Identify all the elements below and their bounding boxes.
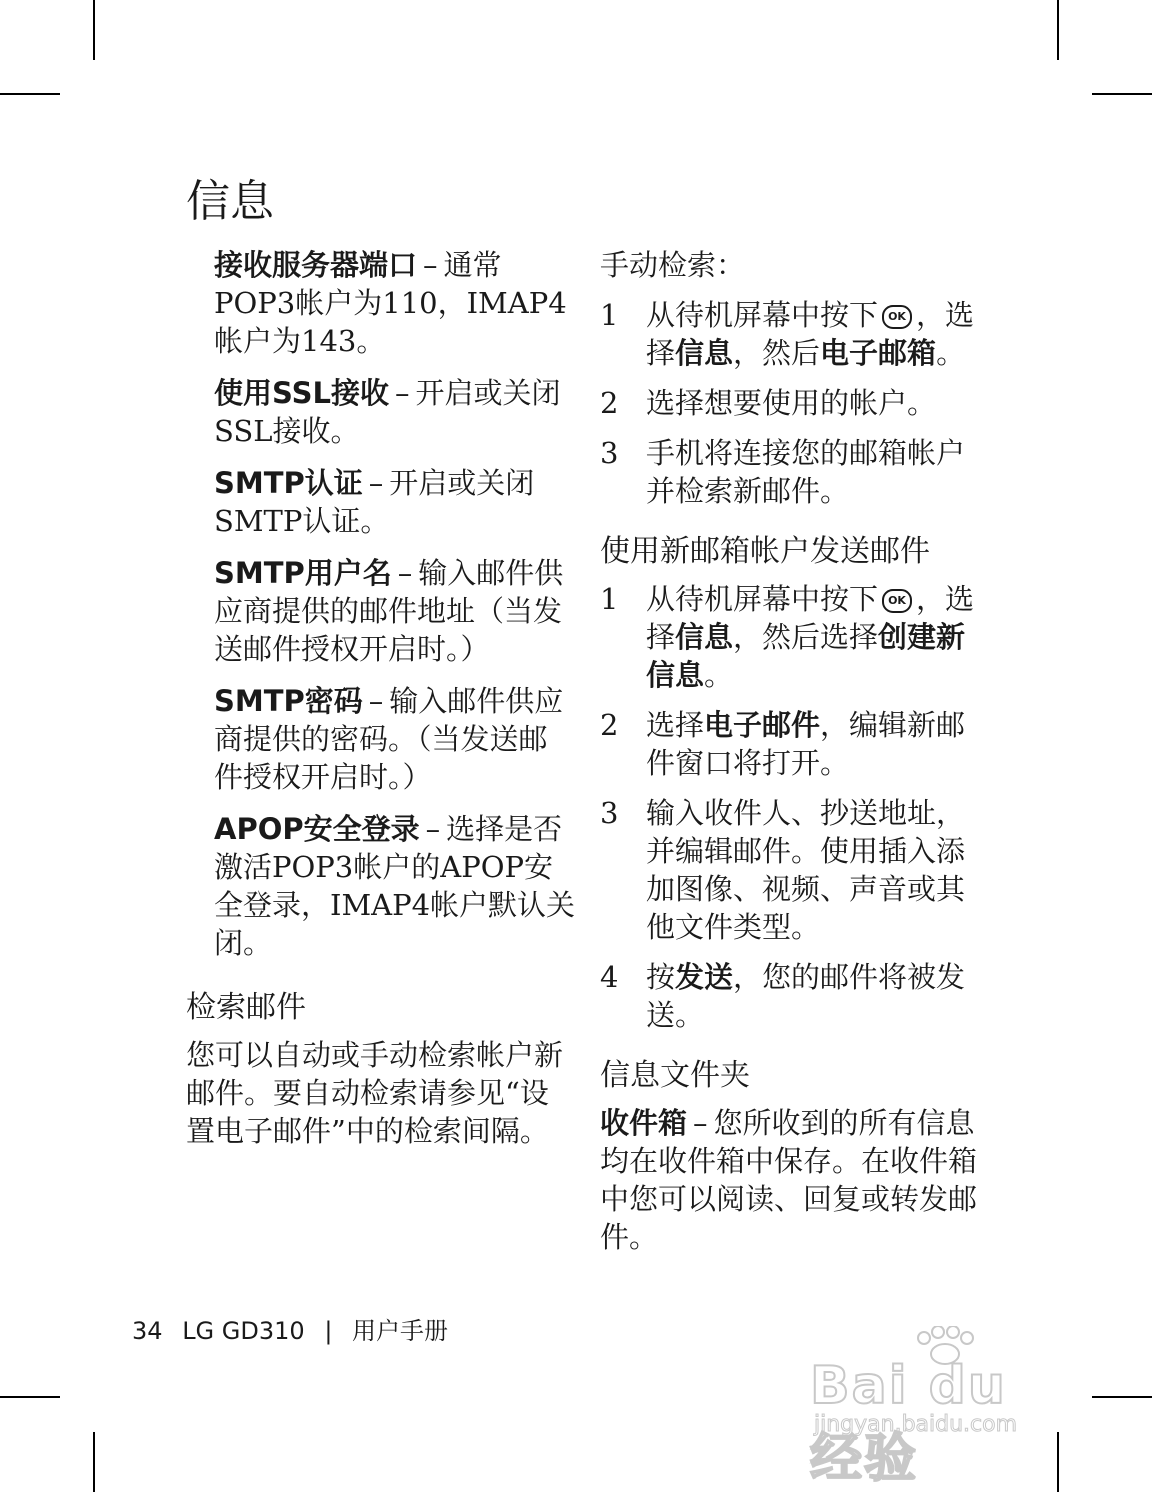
step-text-part: ，您的邮件将被发送。 bbox=[646, 960, 966, 1032]
step-number: 4 bbox=[600, 960, 619, 994]
setting-desc: 通常 bbox=[443, 248, 502, 282]
step-text bbox=[646, 958, 990, 1034]
step-item bbox=[600, 580, 990, 694]
dash: – bbox=[425, 812, 441, 846]
setting-term: APOP安全登录 bbox=[214, 812, 420, 846]
menu-term: 信息 bbox=[675, 336, 734, 370]
dash: – bbox=[394, 376, 410, 410]
step-text bbox=[646, 296, 990, 372]
dash: – bbox=[368, 684, 384, 718]
setting-desc: POP3帐户为110，IMAP4帐户为143。 bbox=[214, 286, 567, 358]
menu-term: 电子邮件 bbox=[704, 708, 821, 742]
folder-desc: 您所收到的所有信息均在收件箱中保存。在收件箱中您可以阅读、回复或转发邮件。 bbox=[600, 1106, 978, 1254]
dash: – bbox=[423, 248, 438, 282]
setting-item bbox=[214, 374, 576, 450]
setting-item bbox=[214, 554, 576, 668]
manual-name: 用户手册 bbox=[352, 1317, 449, 1345]
watermark-logo: Bai du 经验 bbox=[810, 1356, 1007, 1489]
setting-desc: 否激活POP3帐户的APOP安全登录，IMAP4帐户默认关闭。 bbox=[214, 812, 576, 960]
step-text: 输入收件人、抄送地址，并编辑邮件。使用插入添加图像、视频、声音或其他文件类型。 bbox=[646, 796, 966, 944]
setting-desc: SSL接收。 bbox=[214, 414, 360, 448]
crop-mark bbox=[0, 93, 60, 95]
dash: – bbox=[397, 556, 413, 590]
step-text: 选择想要使用的帐户。 bbox=[646, 386, 937, 420]
send-steps bbox=[600, 580, 990, 1034]
manual-steps bbox=[600, 296, 990, 510]
setting-term: SMTP认证 bbox=[214, 466, 363, 500]
step-number: 2 bbox=[600, 386, 619, 420]
baidu-watermark bbox=[810, 1326, 1080, 1489]
setting-item bbox=[214, 464, 576, 540]
step-text-part: 从待机屏幕中按下 bbox=[646, 582, 879, 616]
setting-desc: 应商提供的邮件地址（当发送邮件授权开启时。） bbox=[214, 594, 563, 666]
setting-term: 接收服务器端口 bbox=[214, 248, 418, 282]
step-text-part: 从待机屏幕中按下 bbox=[646, 298, 879, 332]
setting-item bbox=[214, 246, 576, 360]
setting-term: 使用SSL接收 bbox=[214, 376, 389, 410]
step-text-part: 按 bbox=[646, 960, 676, 994]
folder-term: 收件箱 bbox=[600, 1106, 688, 1140]
step-text-part: ，然后选择 bbox=[733, 620, 879, 654]
section-heading-send: 使用新邮箱帐户发送邮件 bbox=[600, 534, 930, 569]
watermark-url: jingyan.baidu.com bbox=[814, 1412, 1018, 1437]
ok-key-icon: OK bbox=[882, 305, 912, 329]
page-number: 34 bbox=[132, 1317, 163, 1345]
crop-mark bbox=[1092, 93, 1152, 95]
setting-term: SMTP用户名 bbox=[214, 556, 392, 590]
step-text bbox=[646, 580, 990, 694]
step-item bbox=[600, 958, 990, 1034]
crop-mark bbox=[93, 1432, 95, 1492]
crop-mark bbox=[0, 1396, 60, 1398]
step-text bbox=[646, 706, 990, 782]
right-column bbox=[600, 246, 990, 1256]
step-text-part: ，编辑新邮件窗口将打开。 bbox=[646, 708, 966, 780]
step-number: 2 bbox=[600, 708, 619, 742]
step-number: 3 bbox=[600, 796, 619, 830]
section-heading-retrieve: 检索邮件 bbox=[186, 990, 306, 1025]
step-item bbox=[600, 706, 990, 782]
setting-desc: 商提供的密码。（当发送邮件授权开启时。） bbox=[214, 722, 548, 794]
crop-mark bbox=[1092, 1396, 1152, 1398]
retrieve-body: 您可以自动或手动检索帐户新邮件。要自动检索请参见“设置电子邮件”中的检索间隔。 bbox=[186, 1038, 564, 1148]
manual-retrieve-heading: 手动检索： bbox=[600, 248, 746, 282]
step-text-part: ，选择 bbox=[646, 298, 975, 370]
step-number: 3 bbox=[600, 436, 619, 470]
step-text-part: 。 bbox=[704, 658, 734, 692]
setting-desc: 开启或关闭 bbox=[389, 466, 535, 500]
step-text-part: ，选择 bbox=[646, 582, 975, 654]
menu-term: 信息 bbox=[675, 620, 734, 654]
dash: – bbox=[368, 466, 384, 500]
step-number: 1 bbox=[600, 298, 619, 332]
menu-term: 发送 bbox=[675, 960, 734, 994]
step-item bbox=[600, 296, 990, 372]
menu-term: 电子邮箱 bbox=[820, 336, 937, 370]
setting-item bbox=[214, 682, 576, 796]
setting-desc: SMTP认证。 bbox=[214, 504, 390, 538]
model-name: LG GD310 bbox=[182, 1317, 305, 1345]
step-text-part: ，然后 bbox=[733, 336, 821, 370]
crop-mark bbox=[1057, 0, 1059, 60]
settings-list bbox=[186, 246, 576, 962]
step-item bbox=[600, 434, 990, 510]
setting-term: SMTP密码 bbox=[214, 684, 363, 718]
dash: – bbox=[693, 1106, 708, 1140]
setting-desc: 开启或关闭 bbox=[415, 376, 561, 410]
step-text-part: 。 bbox=[936, 336, 966, 370]
page-footer bbox=[132, 1316, 460, 1346]
step-text-part: 选择 bbox=[646, 708, 705, 742]
footer-separator: | bbox=[324, 1317, 333, 1345]
ok-key-icon: OK bbox=[882, 589, 912, 613]
setting-item bbox=[214, 810, 576, 962]
step-number: 1 bbox=[600, 582, 619, 616]
setting-desc: 输入邮件供 bbox=[418, 556, 564, 590]
step-item bbox=[600, 384, 990, 422]
step-item bbox=[600, 794, 990, 946]
section-heading-folders: 信息文件夹 bbox=[600, 1058, 750, 1093]
setting-desc: 选择是 bbox=[446, 812, 534, 846]
menu-term: 创建新信息 bbox=[646, 620, 966, 692]
step-text: 手机将连接您的邮箱帐户并检索新邮件。 bbox=[646, 436, 966, 508]
page-title: 信息 bbox=[186, 176, 274, 227]
crop-mark bbox=[93, 0, 95, 60]
left-column bbox=[186, 246, 576, 1150]
setting-desc: 输入邮件供应 bbox=[389, 684, 564, 718]
folders-inbox-desc bbox=[600, 1104, 990, 1256]
